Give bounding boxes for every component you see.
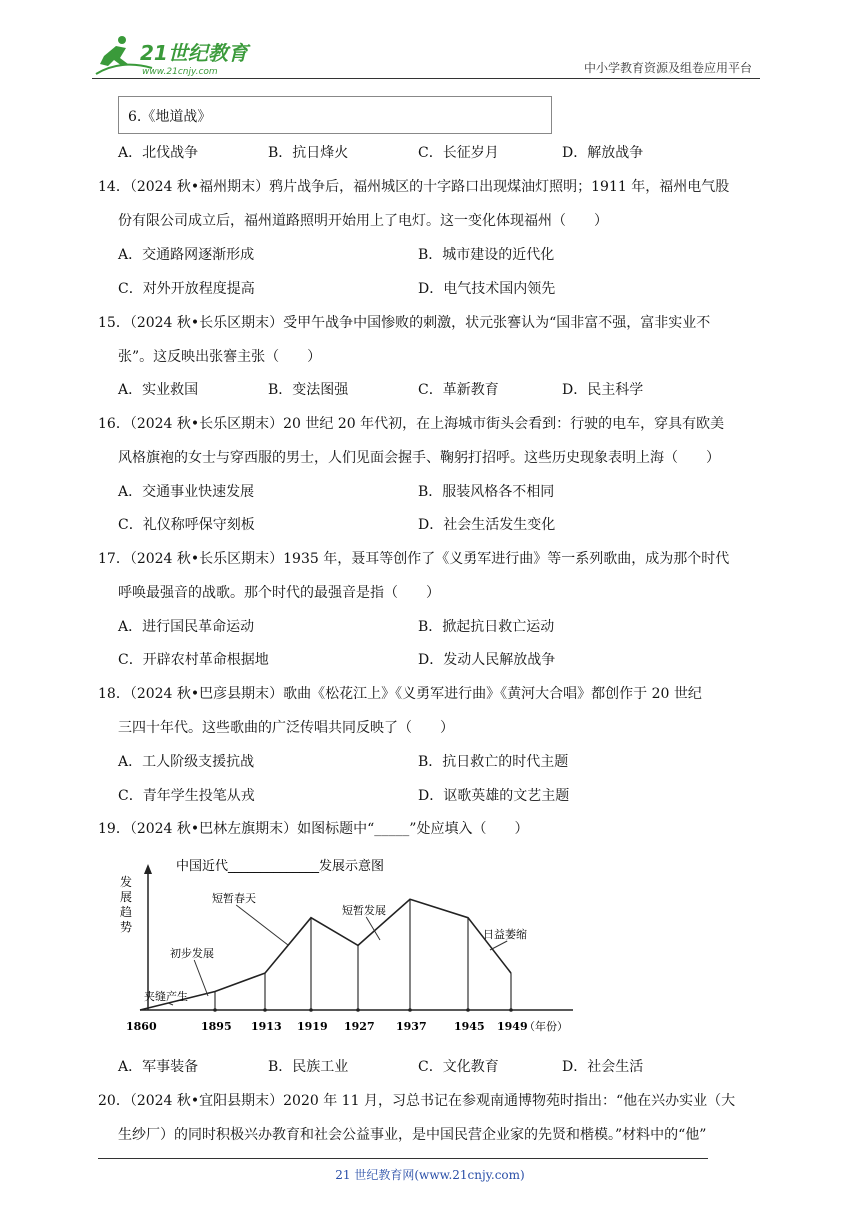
chart-annotation: 日益萎缩	[483, 928, 527, 941]
x-tick-label: 1895	[201, 1020, 232, 1033]
option-b: B．抗日烽火	[268, 145, 349, 161]
question-20-line-1: 20．（2024 秋•宜阳县期末）2020 年 11 月，习总书记在参观南通博物苑时指出：“他在兴办实业（大	[98, 1093, 736, 1109]
x-axis-label: （年份）	[524, 1020, 568, 1033]
x-ticks	[126, 899, 568, 1033]
option-b: B．城市建设的近代化	[418, 247, 555, 263]
question-17-line-1: 17．（2024 秋•长乐区期末）1935 年，聂耳等创作了《义勇军进行曲》等一系列歌曲，成为那个时代	[98, 551, 730, 567]
chart-annotation: 短暂春天	[212, 892, 256, 905]
option-a: A．交通事业快速发展	[118, 484, 255, 500]
y-axis-label-char: 趋	[120, 905, 133, 919]
option-a: A．实业救国	[118, 382, 199, 398]
development-chart	[118, 850, 588, 1040]
chart-annotation: 短暂发展	[342, 904, 386, 917]
tick-dot	[408, 1008, 412, 1012]
question-16-line-2: 风格旗袍的女士与穿西服的男士，人们见面会握手、鞠躬打招呼。这些历史现象表明上海（ ）	[118, 450, 720, 466]
x-tick-label: 1860	[126, 1020, 157, 1033]
tick-dot	[263, 1008, 267, 1012]
box-text: 6.《地道战》	[128, 109, 212, 125]
tick-dot	[356, 1008, 360, 1012]
tick-dot	[466, 1008, 470, 1012]
option-b: B．民族工业	[268, 1059, 349, 1075]
question-14-line-1: 14．（2024 秋•福州期末）鸦片战争后，福州城区的十字路口出现煤油灯照明；1911 年，福州电气股	[98, 179, 730, 195]
logo-url: www.21cnjy.com	[142, 67, 218, 77]
option-d: D．社会生活发生变化	[418, 517, 556, 533]
question-14-line-2: 份有限公司成立后，福州道路照明开始用上了电灯。这一变化体现福州（ ）	[118, 213, 608, 229]
y-axis-label	[120, 874, 132, 934]
site-logo	[92, 34, 262, 80]
annotations	[144, 891, 527, 1005]
option-c: C．礼仪称呼保守刻板	[118, 517, 255, 533]
y-axis-label-char: 发	[120, 875, 133, 889]
x-tick-label: 1913	[251, 1020, 282, 1033]
question-15-line-1: 15．（2024 秋•长乐区期末）受甲午战争中国惨败的刺激，状元张謇认为“国非富不强，富非实业不	[98, 315, 711, 331]
option-b: B．抗日救亡的时代主题	[418, 754, 569, 770]
logo-text: 21世纪教育	[140, 41, 248, 65]
x-tick-label: 1949	[497, 1020, 528, 1033]
question-16-line-1: 16．（2024 秋•长乐区期末）20 世纪 20 年代初，在上海城市街头会看到：行驶的电车，穿具有欧美	[98, 416, 725, 432]
y-axis-label-char: 势	[120, 920, 133, 934]
option-d: D．民主科学	[562, 382, 644, 398]
question-19-line-1: 19．（2024 秋•巴林左旗期末）如图标题中“_____”处应填入（ ）	[98, 821, 529, 837]
site-name: 中小学教育资源及组卷应用平台	[583, 61, 752, 75]
option-d: D．电气技术国内领先	[418, 281, 556, 297]
option-c: C．长征岁月	[418, 145, 499, 161]
option-d: D．社会生活	[562, 1059, 644, 1075]
question-15-line-2: 张”。这反映出张謇主张（ ）	[118, 349, 322, 365]
option-c: C．青年学生投笔从戎	[118, 788, 255, 804]
chart-annotation: 夹缝产生	[144, 990, 188, 1003]
option-c: C．革新教育	[418, 382, 499, 398]
question-17-line-2: 呼唤最强音的战歌。那个时代的最强音是指（ ）	[118, 585, 440, 601]
option-a: A．进行国民革命运动	[118, 619, 255, 635]
tick-dot	[509, 1008, 513, 1012]
option-d: D．发动人民解放战争	[418, 652, 556, 668]
option-c: C．文化教育	[418, 1059, 499, 1075]
option-a: A．军事装备	[118, 1059, 199, 1075]
x-tick-label: 1937	[396, 1020, 427, 1033]
option-c: C．开辟农村革命根据地	[118, 652, 269, 668]
y-axis-arrow	[144, 864, 152, 874]
annotation-pointer	[168, 1003, 173, 1005]
x-tick-label: 1927	[344, 1020, 375, 1033]
tick-dot	[213, 1008, 217, 1012]
header-divider	[92, 78, 760, 79]
option-b: B．服装风格各不相同	[418, 484, 555, 500]
question-18-line-2: 三四十年代。这些歌曲的广泛传唱共同反映了（ ）	[118, 720, 454, 736]
x-tick-label: 1919	[297, 1020, 328, 1033]
tick-dot	[309, 1008, 313, 1012]
annotation-pointer	[236, 905, 288, 945]
annotation-pointer	[490, 941, 507, 950]
chart-title: 中国近代______________发展示意图	[176, 859, 385, 874]
option-a: A．交通路网逐渐形成	[118, 247, 255, 263]
annotation-pointer	[194, 960, 208, 996]
option-b: B．掀起抗日救亡运动	[418, 619, 555, 635]
option-a: A．工人阶级支援抗战	[118, 754, 255, 770]
option-d: D．讴歌英雄的文艺主题	[418, 788, 570, 804]
option-d: D．解放战争	[562, 145, 644, 161]
footer-text: 21 世纪教育网(www.21cnjy.com)	[335, 1168, 525, 1182]
option-b: B．变法图强	[268, 382, 349, 398]
option-c: C．对外开放程度提高	[118, 281, 255, 297]
chart-annotation: 初步发展	[170, 947, 214, 960]
option-a: A．北伐战争	[118, 145, 199, 161]
footer-divider	[98, 1158, 708, 1159]
question-20-line-2: 生纱厂）的同时积极兴办教育和社会公益事业，是中国民营企业家的先贤和楷模。”材料中的“他”	[118, 1127, 707, 1143]
x-tick-label: 1945	[454, 1020, 485, 1033]
y-axis-label-char: 展	[120, 890, 133, 904]
question-18-line-1: 18．（2024 秋•巴彦县期末）歌曲《松花江上》《义勇军进行曲》《黄河大合唱》都创作于 20 世纪	[98, 686, 702, 702]
